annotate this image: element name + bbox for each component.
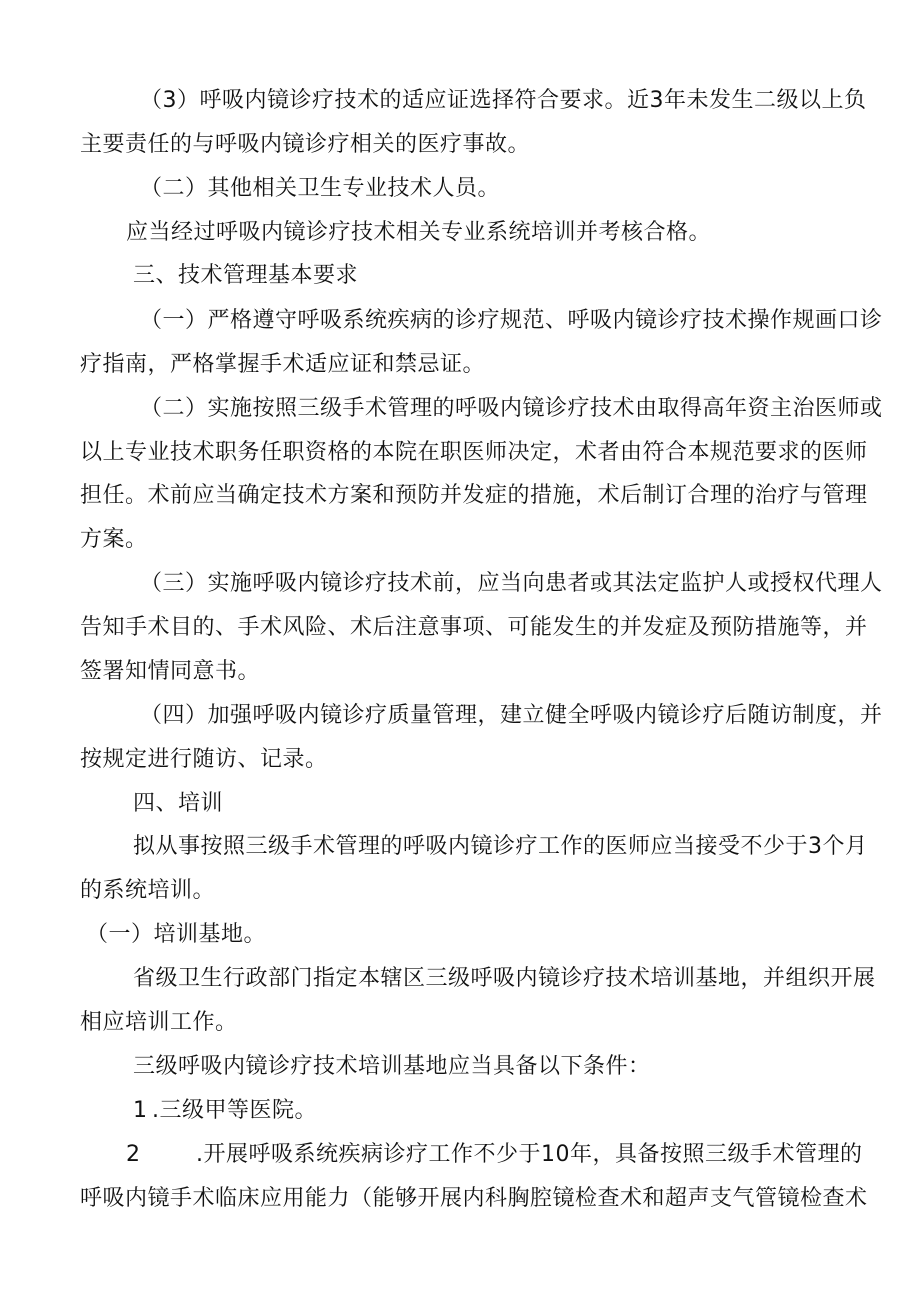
paragraph-line: 告知手术目的、手术风险、术后注意事项、可能发生的并发症及预防措施等，并 bbox=[80, 615, 868, 640]
list-item-number: 2 bbox=[126, 1142, 141, 1167]
subheading: （二）其他相关卫生专业技术人员。 bbox=[140, 176, 501, 201]
paragraph-line: 签署知情同意书。 bbox=[80, 659, 261, 684]
paragraph-line: 以上专业技术职务任职资格的本院在职医师决定，术者由符合本规范要求的医师 bbox=[80, 440, 868, 465]
paragraph-line: 方案。 bbox=[80, 527, 148, 552]
paragraph-line: （3）呼吸内镜诊疗技术的适应证选择符合要求。近3年未发生二级以上负 bbox=[140, 88, 867, 113]
list-item-text: .开展呼吸系统疾病诊疗工作不少于10年，具备按照三级手术管理的 bbox=[196, 1142, 863, 1167]
list-item-number: 1 bbox=[133, 1098, 148, 1123]
paragraph-line: 按规定进行随访、记录。 bbox=[80, 747, 328, 772]
paragraph-line: 三级呼吸内镜诊疗技术培训基地应当具备以下条件： bbox=[133, 1054, 651, 1079]
paragraph-line: 疗指南，严格掌握手术适应证和禁忌证。 bbox=[80, 352, 486, 377]
section-heading: 四、培训 bbox=[133, 791, 224, 816]
paragraph-line: 的系统培训。 bbox=[80, 878, 216, 903]
section-heading: 三、技术管理基本要求 bbox=[133, 263, 359, 288]
paragraph-line: （一）严格遵守呼吸系统疾病的诊疗规范、呼吸内镜诊疗技术操作规画口诊 bbox=[140, 308, 883, 333]
subheading: （一）培训基地。 bbox=[86, 922, 267, 947]
paragraph-line: 担任。术前应当确定技术方案和预防并发症的措施，术后制订合理的治疗与管理 bbox=[80, 483, 868, 508]
paragraph-line: 应当经过呼吸内镜诊疗技术相关专业系统培训并考核合格。 bbox=[126, 220, 712, 245]
paragraph-line: 省级卫生行政部门指定本辖区三级呼吸内镜诊疗技术培训基地，并组织开展 bbox=[133, 966, 876, 991]
paragraph-line: （三）实施呼吸内镜诊疗技术前，应当向患者或其法定监护人或授权代理人 bbox=[140, 571, 883, 596]
paragraph-line: 主要责任的与呼吸内镜诊疗相关的医疗事故。 bbox=[80, 132, 531, 157]
paragraph-line: 呼吸内镜手术临床应用能力（能够开展内科胸腔镜检查术和超声支气管镜检查术 bbox=[80, 1186, 868, 1211]
paragraph-line: （四）加强呼吸内镜诊疗质量管理，建立健全呼吸内镜诊疗后随访制度，并 bbox=[140, 703, 883, 728]
paragraph-line: 相应培训工作。 bbox=[80, 1010, 238, 1035]
list-item-text: .三级甲等医院。 bbox=[152, 1098, 317, 1123]
paragraph-line: 拟从事按照三级手术管理的呼吸内镜诊疗工作的医师应当接受不少于3个月 bbox=[133, 834, 868, 859]
paragraph-line: （二）实施按照三级手术管理的呼吸内镜诊疗技术由取得高年资主治医师或 bbox=[140, 396, 883, 421]
